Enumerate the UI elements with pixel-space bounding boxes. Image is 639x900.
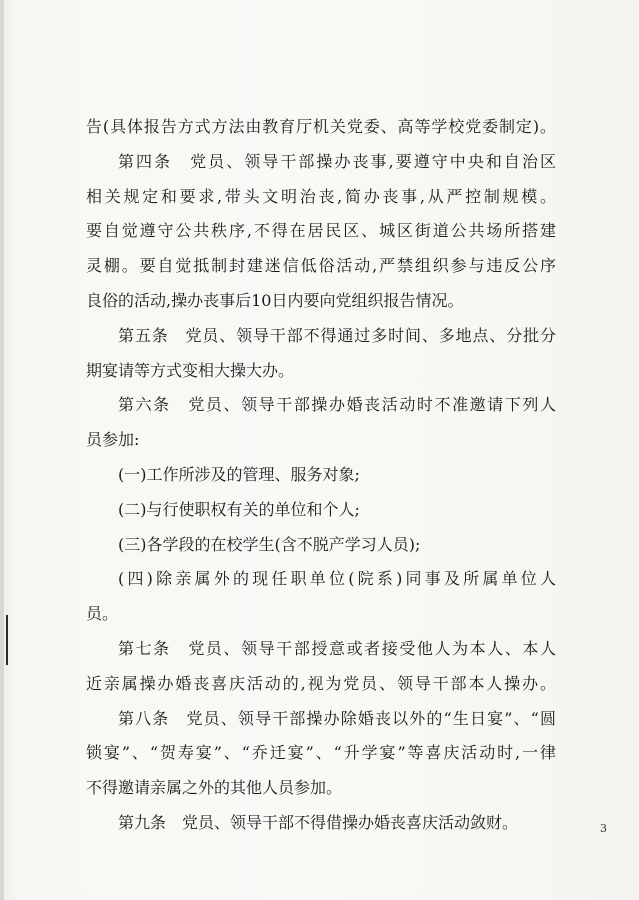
article-8-line: 第八条 党员、领导干部操办除婚丧以外的“生日宴”、“圆 [118,708,556,728]
article-4-line: 第四条 党员、领导干部操办丧事,要遵守中央和自治区 [118,151,556,171]
page-edge-shadow [0,0,4,900]
text-line: 员。 [86,604,119,624]
text-line: 要自觉遵守公共秩序,不得在居民区、城区街道公共场所搭建 [86,221,556,241]
text-line: 不得邀请亲属之外的其他人员参加。 [86,778,343,798]
text-line: 员参加: [86,430,140,450]
list-item: (三)各学段的在校学生(含不脱产学习人员); [118,534,421,554]
text-line: 良俗的活动,操办丧事后10日内要向党组织报告情况。 [86,290,464,310]
list-item: (四)除亲属外的现任职单位(院系)同事及所属单位人 [118,569,556,589]
article-9-line: 第九条 党员、领导干部不得借操办婚丧喜庆活动敛财。 [118,812,519,832]
text-line: 期宴请等方式变相大操大办。 [86,360,295,380]
binding-mark [6,615,8,665]
list-item: (一)工作所涉及的管理、服务对象; [118,464,360,484]
text-line: 灵棚。要自觉抵制封建迷信低俗活动,严禁组织参与违反公序 [86,256,556,276]
text-line: 相关规定和要求,带头文明治丧,简办丧事,从严控制规模。 [86,186,556,206]
article-7-line: 第七条 党员、领导干部授意或者接受他人为本人、本人 [118,638,556,658]
text-line: 告(具体报告方式方法由教育厅机关党委、高等学校党委制定)。 [86,117,556,136]
page-number: 3 [600,822,607,835]
list-item: (二)与行使职权有关的单位和个人; [118,499,360,519]
article-6-line: 第六条 党员、领导干部操办婚丧活动时不准邀请下列人 [118,395,556,415]
text-line: 近亲属操办婚丧喜庆活动的,视为党员、领导干部本人操办。 [86,673,556,693]
article-5-line: 第五条 党员、领导干部不得通过多时间、多地点、分批分 [118,325,556,345]
document-body [86,110,556,841]
text-line: 锁宴”、“贺寿宴”、“乔迁宴”、“升学宴”等喜庆活动时,一律 [86,743,556,763]
